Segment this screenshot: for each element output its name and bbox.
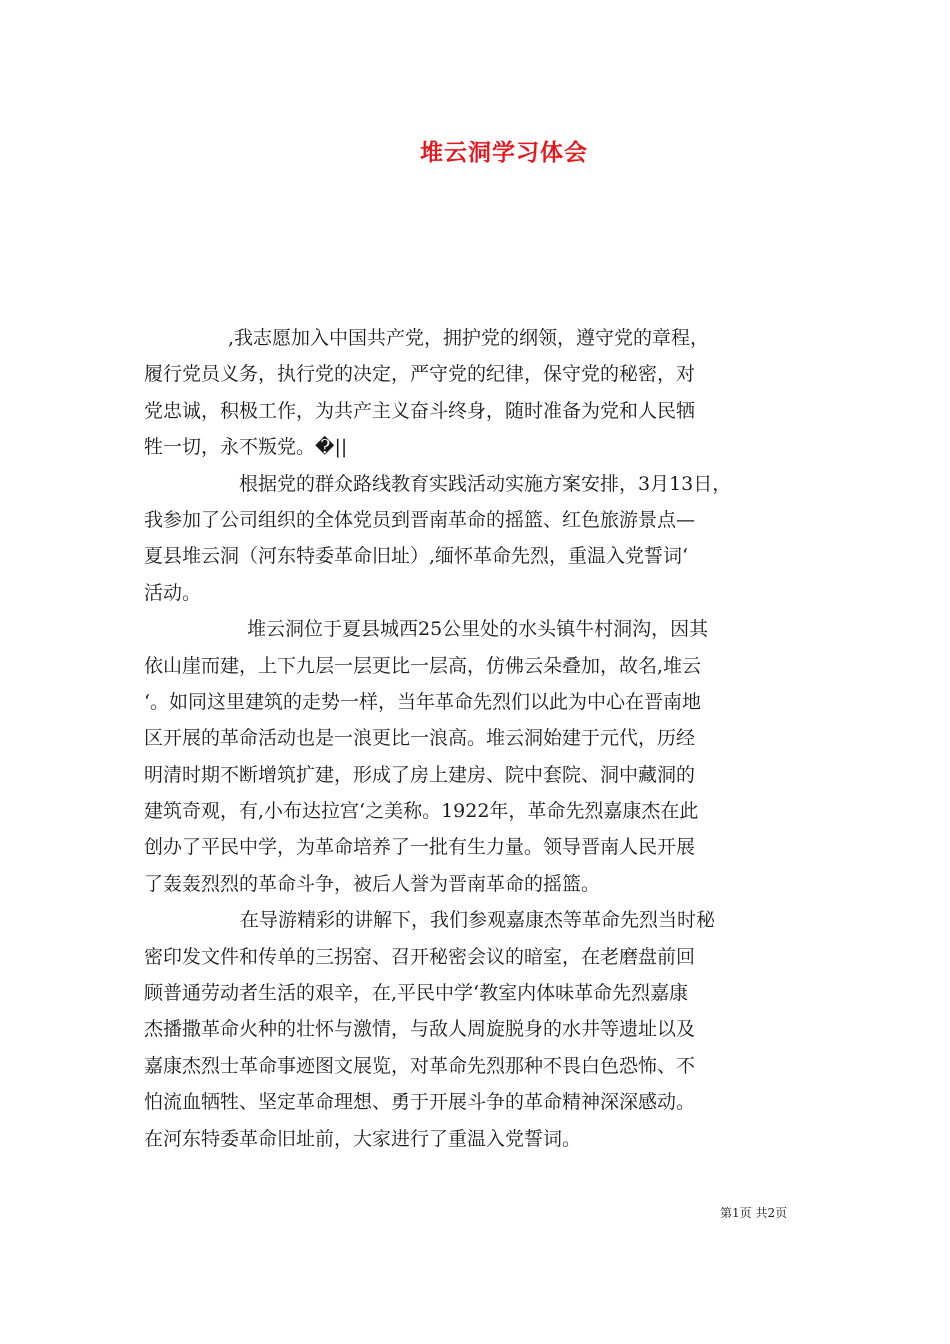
paragraph-line: 怕流血牺牲、坚定革命理想、勇于开展斗争的革命精神深深感动。 xyxy=(144,1091,696,1114)
paragraph-line: 堆云洞位于夏县城西25公里处的水头镇牛村洞沟，因其 xyxy=(247,618,709,641)
paragraph-line: ‘。如同这里建筑的走势一样，当年革命先烈们以此为中心在晋南地 xyxy=(144,690,702,713)
paragraph-line: 顾普通劳动者生活的艰辛，在,平民中学‘教室内体味革命先烈嘉康 xyxy=(144,982,689,1005)
paragraph-line: 了轰轰烈烈的革命斗争，被后人誉为晋南革命的摇篮。 xyxy=(144,872,601,895)
paragraph-line: 活动。 xyxy=(144,581,202,604)
document-body xyxy=(144,320,810,1157)
page-number: 第1页 共2页 xyxy=(720,1206,788,1220)
paragraph-line: 杰播撒革命火种的壮怀与激情，与敌人周旋脱身的水井等遗址以及 xyxy=(144,1018,696,1041)
paragraph-line: ,我志愿加入中国共产党，拥护党的纲领，遵守党的章程， xyxy=(228,327,710,349)
paragraph-line: 明清时期不断增筑扩建，形成了房上建房、院中套院、洞中藏洞的 xyxy=(144,763,696,786)
paragraph-line: 夏县堆云洞（河东特委革命旧址）,缅怀革命先烈，重温入党誓词‘ xyxy=(144,545,689,568)
document-title: 堆云洞学习体会 xyxy=(420,139,588,166)
paragraph-line: 我参加了公司组织的全体党员到晋南革命的摇篮、红色旅游景点— xyxy=(144,508,696,531)
paragraph-line: 建筑奇观，有,小布达拉宫‘之美称。1922年，革命先烈嘉康杰在此 xyxy=(144,800,699,823)
paragraph-line: 区开展的革命活动也是一浪更比一浪高。堆云洞始建于元代，历经 xyxy=(144,727,696,750)
paragraph-line: 党忠诚，积极工作，为共产主义奋斗终身，随时准备为党和人民牺 xyxy=(144,399,696,422)
paragraph-line: 履行党员义务，执行党的决定，严守党的纪律，保守党的秘密，对 xyxy=(144,363,696,386)
paragraph-line: 依山崖而建，上下九层一层更比一层高，仿佛云朵叠加，故名,堆云 xyxy=(144,654,702,677)
paragraph-line: 根据党的群众路线教育实践活动实施方案安排，3月13日， xyxy=(239,472,732,495)
paragraph-line: 在河东特委革命旧址前，大家进行了重温入党誓词。 xyxy=(144,1127,582,1150)
paragraph-line: 在导游精彩的讲解下，我们参观嘉康杰等革命先烈当时秘 xyxy=(240,909,716,932)
paragraph-line: 创办了平民中学，为革命培养了一批有生力量。领导晋南人民开展 xyxy=(144,836,696,859)
paragraph-line: 牲一切，永不叛党。�|| xyxy=(144,436,348,459)
paragraph-line: 嘉康杰烈士革命事迹图文展览，对革命先烈那种不畏白色恐怖、不 xyxy=(144,1054,696,1077)
paragraph-line: 密印发文件和传单的三拐窑、召开秘密会议的暗室，在老磨盘前回 xyxy=(144,945,696,968)
